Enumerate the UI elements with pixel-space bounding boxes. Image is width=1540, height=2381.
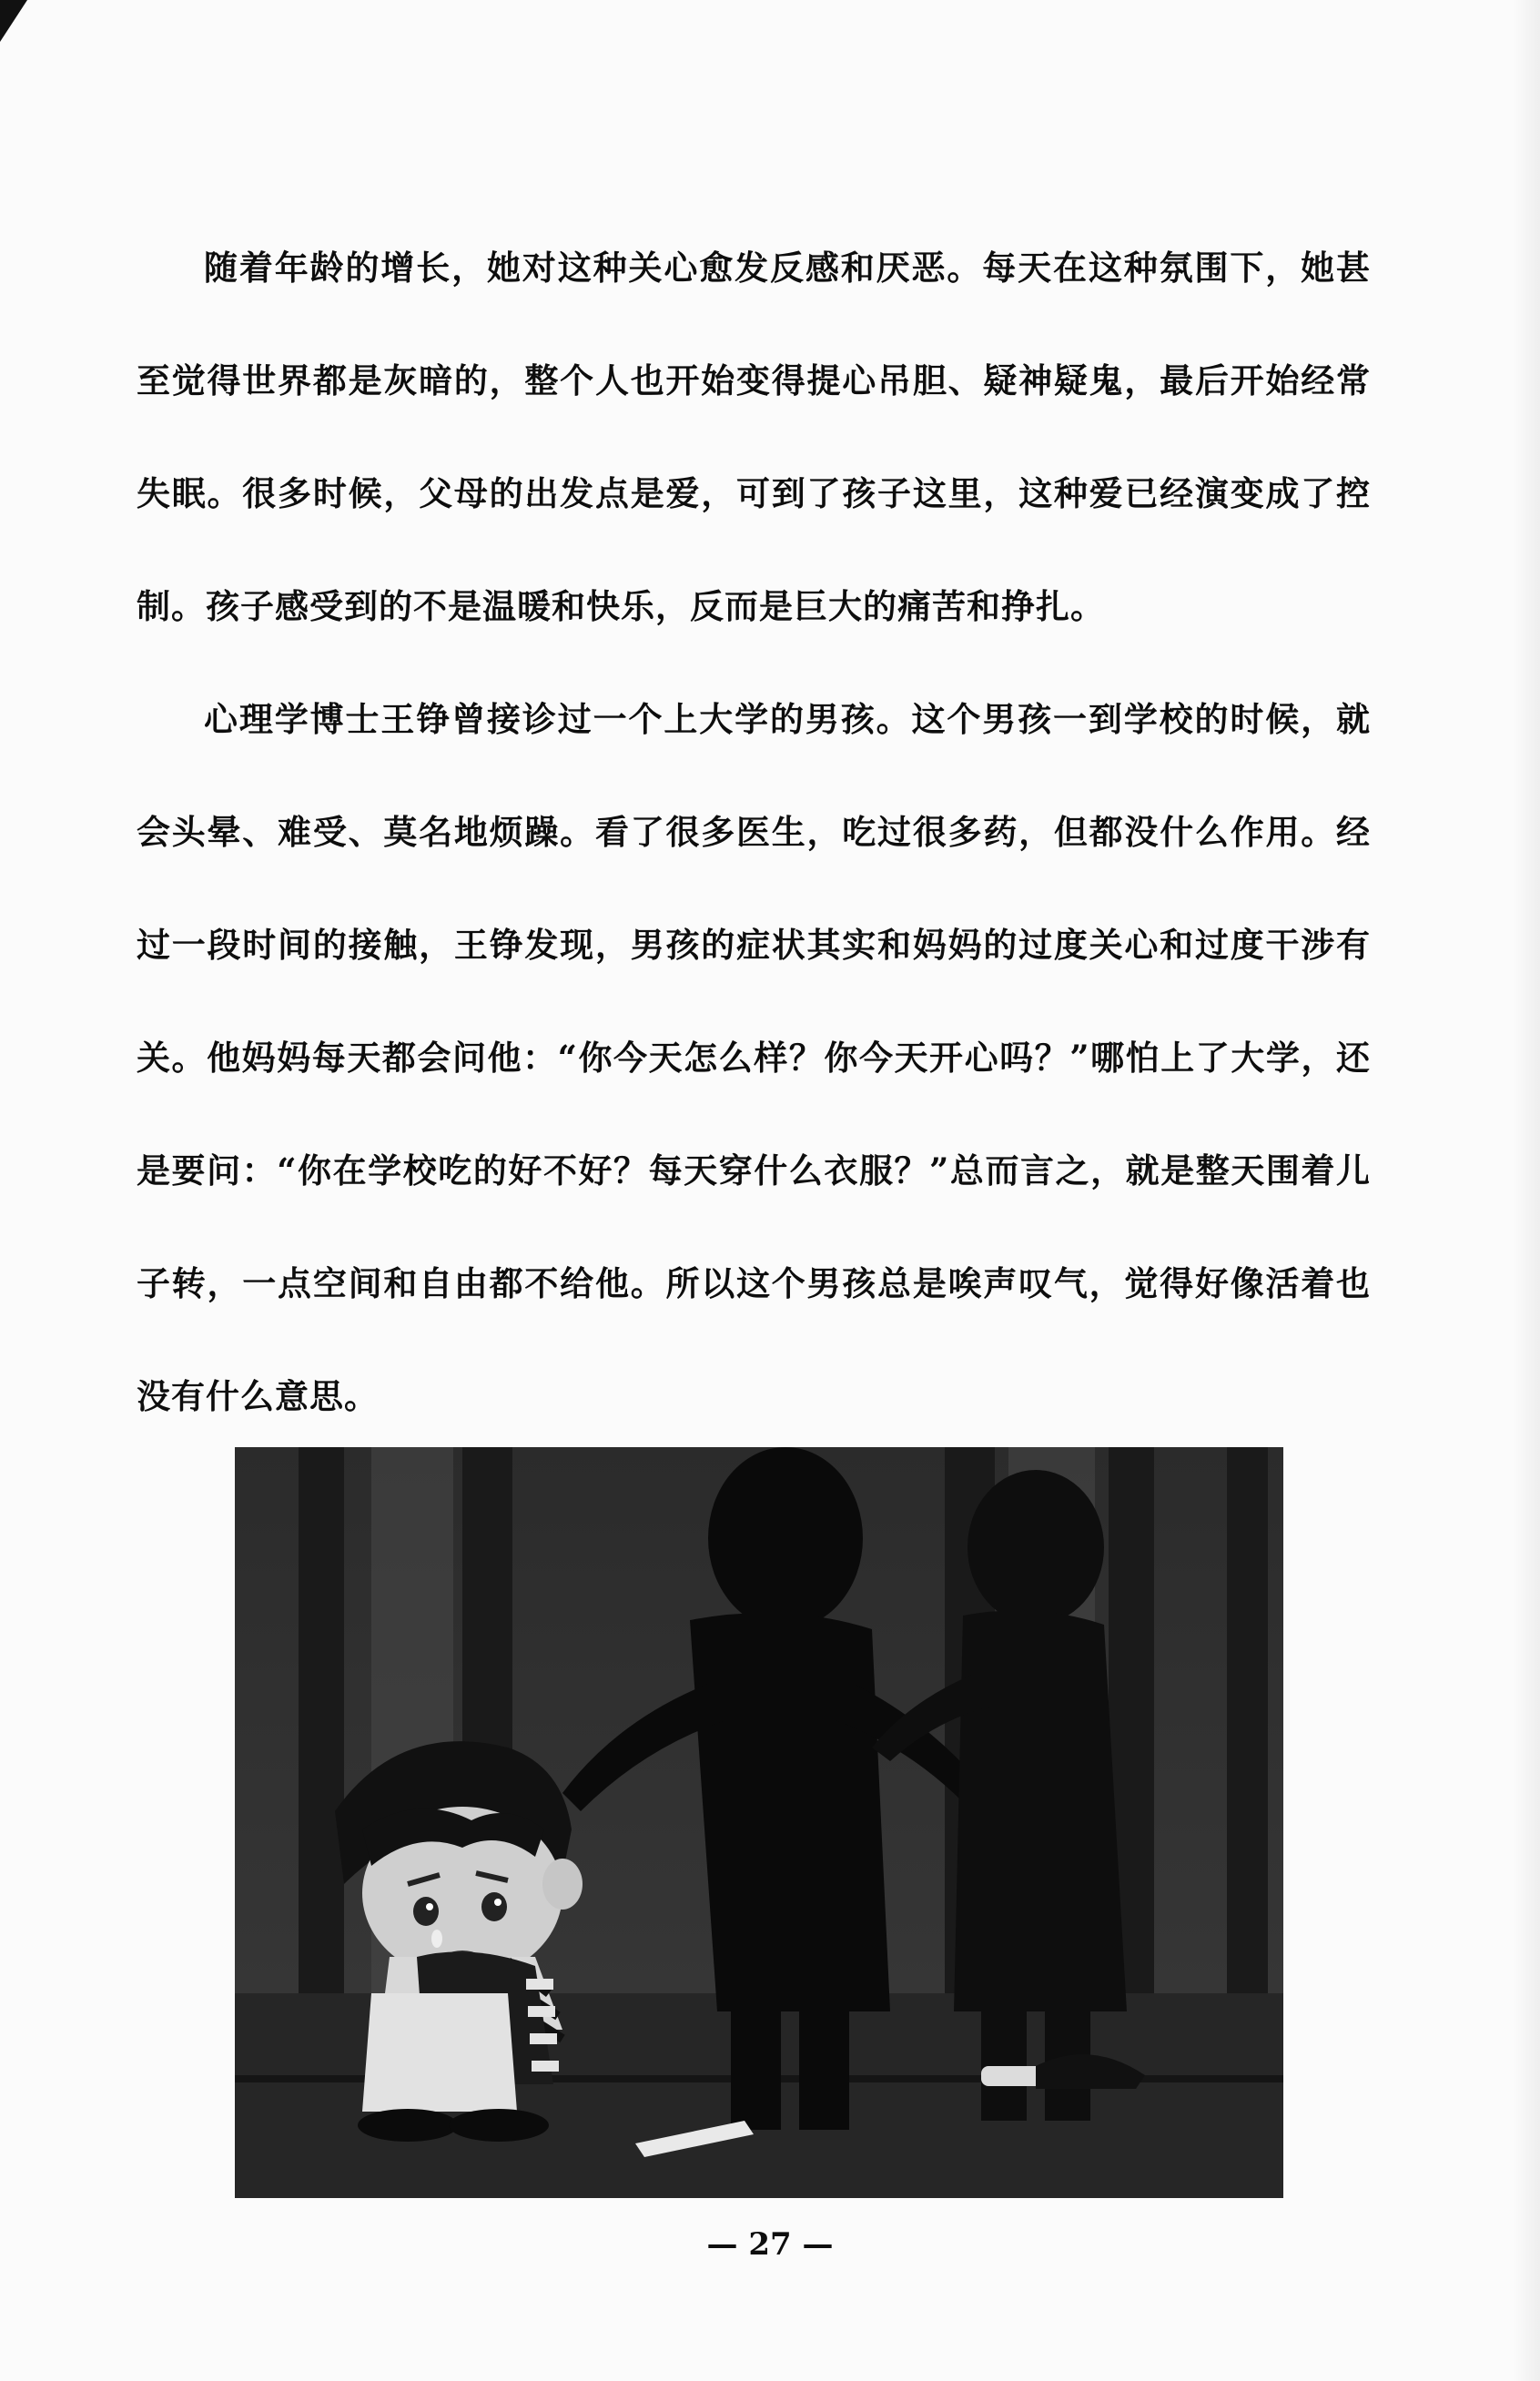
illustration-sad-boy-with-parent-shadows bbox=[235, 1447, 1283, 2198]
paragraph-2: 心理学博士王铮曾接诊过一个上大学的男孩。这个男孩一到学校的时候，就会头晕、难受、莫名地烦躁。看了很多医生，吃过很多药，但都没什么作用。经过一段时间的接触，王铮发现，男孩的症状其实和妈妈的过度关心和过度干涉有关。他妈妈每天都会问他：“你今天怎么样？你今天开心吗？”哪怕上了大学，还是要问：“你在学校吃的好不好？每天穿什么衣服？”总而言之，就是整天围着儿子转，一点空间和自由都不给他。所以这个男孩总是唉声叹气，觉得好像活着也没有什么意思。 bbox=[137, 699, 1371, 1416]
page-edge-shadow bbox=[1513, 0, 1540, 2381]
scan-corner-mark bbox=[0, 0, 27, 42]
body-text bbox=[137, 211, 1371, 1453]
paragraph-1: 随着年龄的增长，她对这种关心愈发反感和厌恶。每天在这种氛围下，她甚至觉得世界都是灰暗的，整个人也开始变得提心吊胆、疑神疑鬼，最后开始经常失眠。很多时候，父母的出发点是爱，可到了孩子这里，这种爱已经演变成了控制。孩子感受到的不是温暖和快乐，反而是巨大的痛苦和挣扎。 bbox=[137, 248, 1371, 626]
page-number: — 27 — bbox=[706, 2226, 834, 2263]
